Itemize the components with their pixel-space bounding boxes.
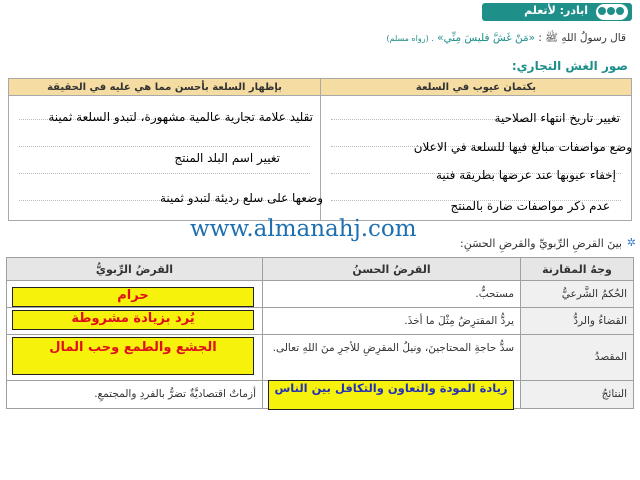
hadith-intro: قال رسولُ اللهِ ﷺ : (538, 32, 626, 44)
list-item: تغيير تاريخ انتهاء الصلاحية (494, 111, 620, 125)
list-item: عدم ذكر مواصفات ضارة بالمنتج (450, 199, 610, 213)
list-item: وضعها على سلع رديئة لتبدو ثمينة (159, 191, 323, 205)
badge-label: ابادر: لأتعلم (524, 4, 588, 17)
watermark-text: www.almanahj.com (190, 216, 417, 242)
hadith-line (26, 32, 626, 47)
riba-loan-text: أزماتٌ اقتصاديَّةٌ تضرُّ بالفردِ والمجتمعِ. (94, 388, 256, 400)
list-item: تقليد علامة تجارية عالمية مشهورة، لتبدو السلعة ثمينة (48, 110, 313, 124)
hadith-quote: «مَنْ غَشَّ فليسَ مِنِّي» (437, 32, 536, 44)
section-title: صور الغش التجاري: (511, 59, 628, 73)
table1-header-right: بكتمان عيوب في السلعة (320, 78, 632, 96)
table1-header-left: بإظهار السلعة بأحسن مما هي عليه في الحقيقة (8, 78, 321, 96)
answer-box: حرام (12, 287, 254, 307)
answer-box: الجشع والطمع وحب المال (12, 337, 254, 375)
good-loan-cell (262, 308, 521, 335)
table-row (520, 281, 634, 308)
row-aspect: الحُكمُ الشَّرعيُّ (561, 288, 627, 300)
row-aspect: المقصدُ (594, 351, 627, 363)
hadith-source: . (رواه مسلم) (386, 34, 434, 43)
good-loan-text: مستحبٌّ. (475, 288, 514, 300)
star-icon: ✲ (626, 236, 636, 249)
riba-loan-cell (6, 381, 263, 409)
students-icon (596, 4, 628, 20)
table2-header-riba-loan: القرضُ الرِّبويُّ (6, 257, 263, 281)
row-aspect: القضاءُ والردُّ (573, 315, 627, 327)
good-loan-cell (262, 281, 521, 308)
comparison-subheading: بينَ القرضِ الرِّبويِّ والقرضِ الحسَنِ: (460, 237, 622, 250)
row-aspect: النتائجُ (601, 388, 627, 400)
answer-box: زيادة المودة والتعاون والتكافل بين الناس (268, 380, 514, 410)
table-row (520, 335, 634, 381)
list-item: إخفاء عيوبها عند عرضها بطريقة فنية (436, 168, 616, 182)
answer-box: يُرد بزيادة مشروطة (12, 310, 254, 330)
table-row (520, 308, 634, 335)
list-item: وضع مواصفات مبالغ فيها للسلعة في الاعلان (413, 140, 632, 154)
good-loan-text: يردُّ المقترِضُ مِثْلَ ما أخذَ. (404, 315, 514, 327)
table2-header-aspect: وجهُ المقارنة (520, 257, 634, 281)
table-row (520, 381, 634, 409)
table2-header-good-loan: القرضُ الحسنُ (262, 257, 521, 281)
good-loan-text: سدُّ حاجةِ المحتاجينَ، ونيلُ المقرِضِ للأجرِ منَ اللهِ تعالى. (272, 342, 514, 354)
list-item: تغيير اسم البلد المنتج (174, 151, 280, 165)
good-loan-cell (262, 335, 521, 381)
lesson-badge (482, 3, 632, 21)
